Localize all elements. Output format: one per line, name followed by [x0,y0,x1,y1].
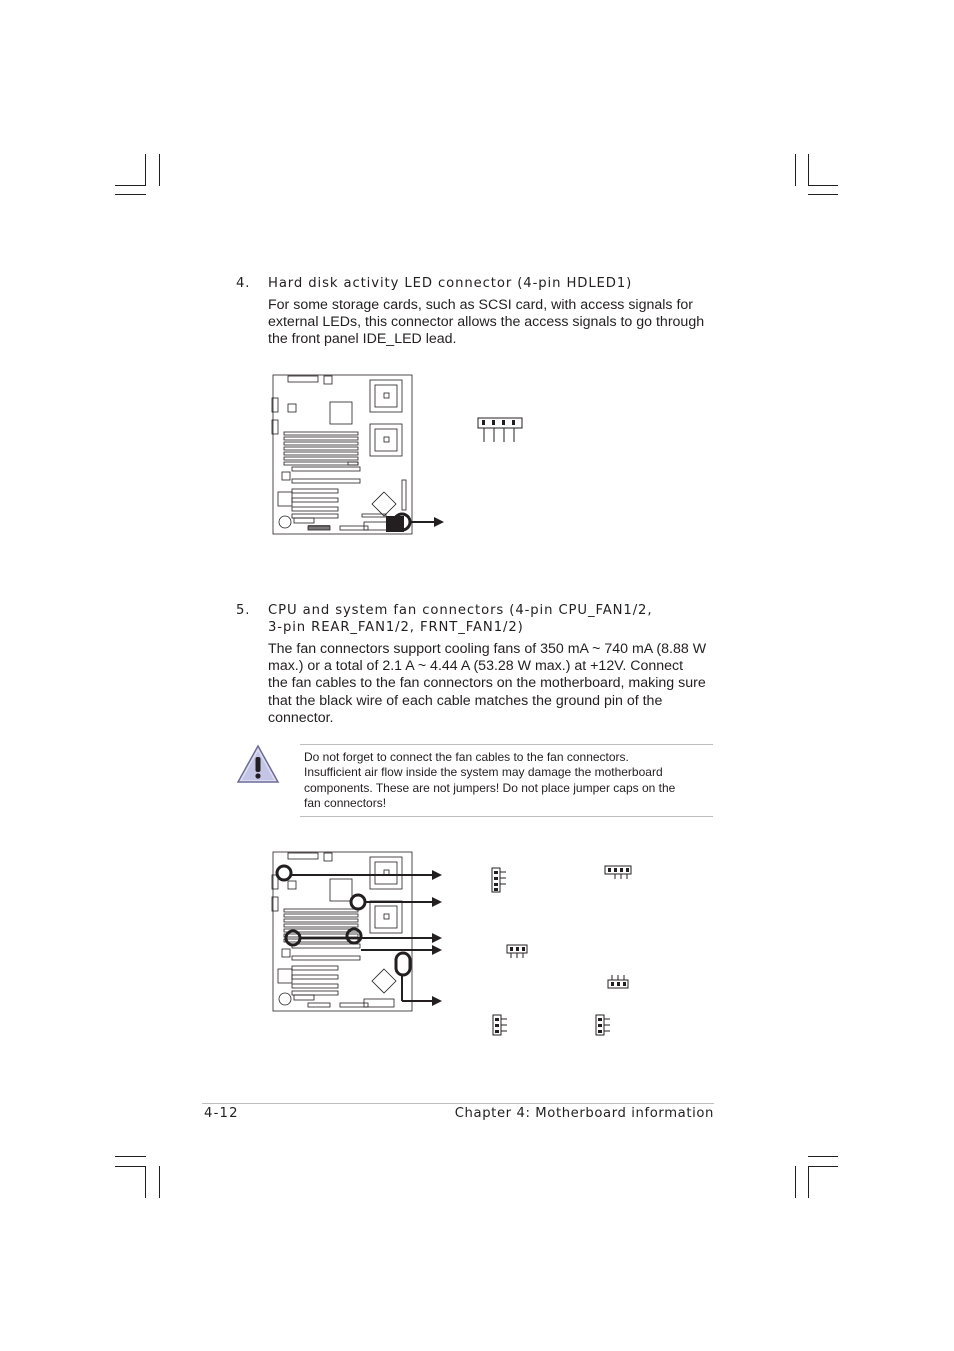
fan-highlight-oval [396,953,410,975]
caution-line: components. These are not jumpers! Do not place jumper caps on the [304,780,676,795]
body-line: external LEDs, this connector allows the access signals to go through [268,314,705,331]
warning-triangle-icon [236,744,280,786]
section-4-number: 4. [236,276,251,291]
section-5-heading [0,603,954,639]
fan-connector-vertical-icon [490,866,510,894]
fan-highlight-circle [277,866,291,880]
caution-line: fan connectors! [304,795,387,810]
caution-top-rule [300,744,713,745]
motherboard-layout-diagram-fans [268,849,458,1015]
caution-line: Insufficient air flow inside the system may damage the motherboard [304,765,663,780]
fan-connector-horizontal-icon [603,864,635,880]
body-line: The fan connectors support cooling fans of 350 mA ~ 740 mA (8.88 W [268,641,707,657]
caution-line: Do not forget to connect the fan cables to the fan connectors. [304,750,629,764]
footer-rule [202,1103,714,1104]
caution-note [304,750,714,811]
fan-connector-horizontal-icon [505,943,531,959]
fan-highlight-circle [286,931,300,945]
body-line: For some storage cards, such as SCSI card, with access signals for [268,297,694,313]
body-line: connector. [268,709,334,726]
fan-connector-vertical-icon [594,1013,614,1039]
section-5-body [268,641,718,727]
page-number: 4-12 [204,1106,239,1121]
section-4-body [268,297,718,349]
body-line: the fan cables to the fan connectors on the motherboard, making sure [268,675,706,692]
hdled1-pinout-icon [476,414,528,444]
section-5-number: 5. [236,603,251,618]
section-4-heading [0,276,954,294]
body-line: that the black wire of each cable matches the ground pin of the [268,692,663,709]
fan-highlight-circle [347,929,361,943]
caution-bottom-rule [300,816,713,817]
section-5-title-line1: CPU and system fan connectors (4-pin CPU_FAN1/2, [268,603,653,618]
fan-highlight-circle [351,895,365,909]
motherboard-layout-diagram-hdled [268,372,458,538]
fan-connector-horizontal-icon [606,975,632,991]
fan-connector-vertical-icon [491,1013,511,1039]
section-5-title-line2: 3-pin REAR_FAN1/2, FRNT_FAN1/2) [268,620,524,635]
body-line: the front panel IDE_LED lead. [268,331,457,348]
chapter-title: Chapter 4: Motherboard information [454,1106,714,1121]
body-line: max.) or a total of 2.1 A ~ 4.44 A (53.28 W max.) at +12V. Connect [268,658,684,675]
section-4-title: Hard disk activity LED connector (4-pin HDLED1) [268,276,633,291]
